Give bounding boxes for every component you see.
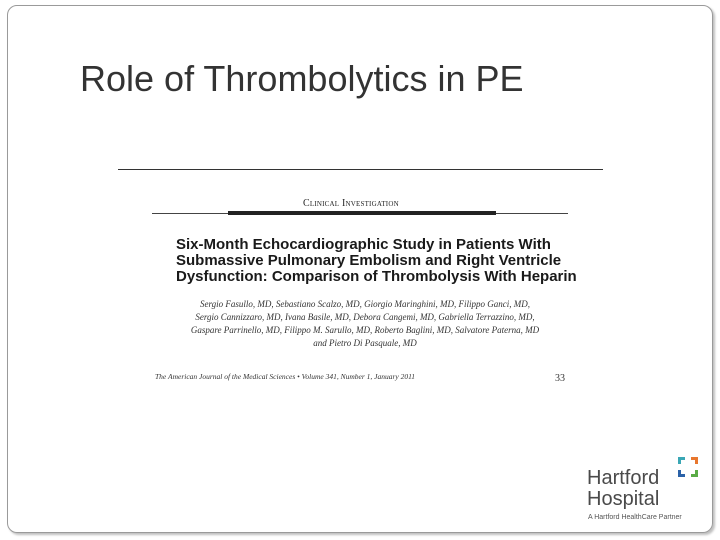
logo-tagline: A Hartford HealthCare Partner (588, 514, 682, 521)
article-authors (150, 298, 580, 350)
section-rule-thick (228, 211, 496, 215)
article-title-line: Six-Month Echocardiographic Study in Patients With (176, 236, 551, 253)
logo-text-hospital: Hospital (587, 488, 660, 510)
author-line: Gaspare Parrinello, MD, Filippo M. Sarullo, MD, Roberto Baglini, MD, Salvatore Paterna, MD (190, 325, 540, 335)
article-top-rule (118, 169, 603, 170)
logo-text-hartford: Hartford (587, 467, 660, 489)
logo-cross-icon (676, 455, 700, 479)
hartford-hospital-logo (587, 455, 707, 525)
article-title (176, 237, 576, 285)
author-line: Sergio Cannizzaro, MD, Ivana Basile, MD, Debora Cangemi, MD, Gabriella Terrazzino, MD, (195, 312, 535, 322)
article-section-label: Clinical Investigation (303, 198, 399, 209)
article-title-line: Submassive Pulmonary Embolism and Right Ventricle (176, 252, 562, 269)
page-number: 33 (555, 373, 565, 384)
article-title-line: Dysfunction: Comparison of Thrombolysis With Heparin (176, 268, 577, 285)
journal-citation: The American Journal of the Medical Sciences • Volume 341, Number 1, January 2011 (155, 372, 416, 381)
author-line: Sergio Fasullo, MD, Sebastiano Scalzo, MD, Giorgio Maringhini, MD, Filippo Ganci, MD, (199, 299, 531, 309)
slide-title: Role of Thrombolytics in PE (80, 58, 524, 99)
author-line: and Pietro Di Pasquale, MD (313, 338, 417, 348)
